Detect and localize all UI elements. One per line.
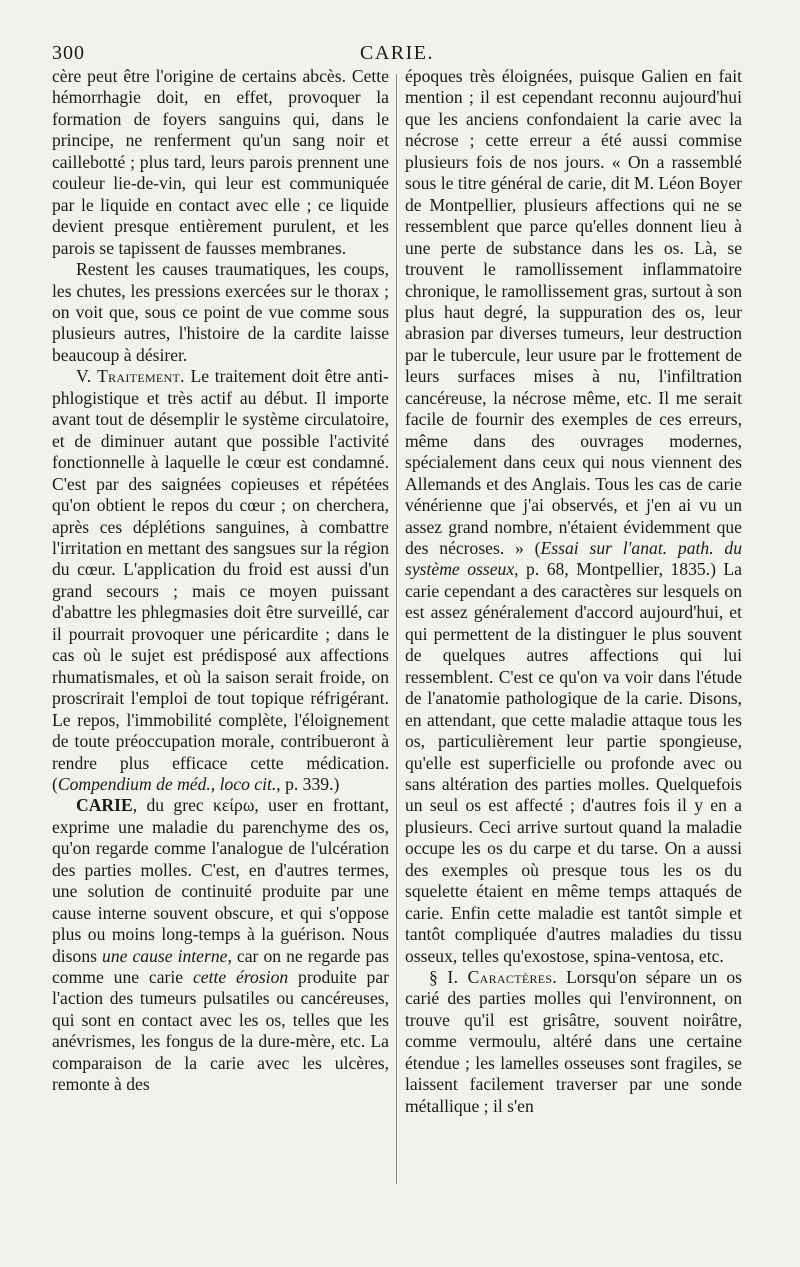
emphasis: cette érosion	[192, 967, 289, 988]
section-treatment: V. Traitement. Le traitement doit être anti-phlogistique et très actif au début. Il importe avant tout de désemplir le système circulatoire, et de diminuer autant que possible l'activité fonctionnelle à laquelle le cœur est condamné. C'est par des saignées copieuses et répétées qu'on obtient le repos du cœur ; on cherchera, après ces déplétions sanguines, à combattre l'irritation en mettant des sangsues sur la région du cœur. L'application du froid est aussi d'un grand secours ; mais ce moyen puissant d'abattre les phlegmasies doit être surveillé, car il pourrait provoquer une péricardite ; dans le cas où le sujet est prédisposé aux affections rhumatismales, et où la saison serait froide, on proscrirait l'emploi de tout topique réfrigérant. Le repos, l'immobilité complète, l'éloignement de toute préoccupation morale, contribueront à rendre plus efficace cette médication. (Compendium de méd., loco cit., p. 339.)	[52, 366, 389, 794]
page-number: 300	[52, 42, 85, 64]
paragraph: cère peut être l'origine de certains abcès. Cette hémorrhagie doit, en effet, provoquer la formation de foyers sanguins qui, dans le principe, ne renferment qu'un sang noir et caillebotté ; plus tard, leurs parois prennent une couleur lie-de-vin, qui leur est communiquée par le liquide en contact avec elle ; ce liquide devient presque entièrement purulent, et les parois se tapissent de fausses membranes.	[52, 66, 389, 258]
entry-term: CARIE	[76, 795, 133, 816]
running-head: CARIE.	[360, 42, 434, 64]
section-heading: § I. Caractères.	[429, 967, 558, 988]
section-heading: V. Traitement.	[76, 366, 185, 387]
section-characteristics: § I. Caractères. Lorsqu'on sépare un os carié des parties molles qui l'environnent, on trouve qu'il est grisâtre, souvent noirâtre, comme vermoulu, altéré dans une certaine étendue ; les lamelles osseuses sont fragiles, se laissent facilement traverser par une sonde métallique ; il s'en	[405, 967, 742, 1116]
citation-reference: Compendium de méd., loco cit.	[57, 773, 277, 794]
entry-carie: CARIE, du grec κείρω, user en frottant, exprime une maladie du parenchyme des os, qu'on regarde comme l'analogue de l'ulcération des parties molles. C'est, en d'autres termes, une solution de continuité produite par une cause interne souvent obscure, et qui s'oppose plus ou moins long-temps à la guérison. Nous disons une cause interne, car on ne regarde pas comme une carie cette érosion produite par l'action des tumeurs pulsatiles ou cancéreuses, qui sont en contact avec les os, telles que les anévrismes, les fongus de la dure-mère, etc. La comparaison de la carie avec les ulcères, remonte à des	[52, 795, 390, 1095]
citation-reference: Essai sur l'anat. path. du système osseux	[405, 537, 743, 580]
paragraph: Restent les causes traumatiques, les coups, les chutes, les pressions exercées sur le thorax ; on voit que, sous ce point de vue comme sous plusieurs autres, l'histoire de la cardite laisse beaucoup à désirer.	[52, 259, 389, 365]
column-rule	[396, 74, 397, 1184]
emphasis: une cause interne	[102, 945, 228, 966]
left-column	[52, 66, 389, 1096]
paragraph: époques très éloignées, puisque Galien en fait mention ; il est cependant reconnu aujourd'hui que les anciens confondaient la carie avec la nécrose ; cette erreur a été aussi commise plusieurs fois de nos jours. « On a rassemblé sous le titre général de carie, dit M. Léon Boyer de Montpellier, plusieurs affections qui ne se ressemblent que parce qu'elles donnent lieu à une perte de substance dans les os. Là, se trouvent le ramollissement inflammatoire chronique, le ramollissement gras, surtout à son plus haut degré, la suppuration des os, leur abrasion par diverses tumeurs, leur destruction par le tubercule, leur usure par le frottement de leurs surfaces mises à nu, l'infiltration cancéreuse, la nécrose même, etc. Il me serait facile de fournir des exemples de ces erreurs, même dans des ouvrages modernes, spécialement dans ceux qui nous viennent des Allemands et des Anglais. Tous les cas de carie vénérienne que j'ai observés, et j'en ai vu un assez grand nombre, n'étaient évidemment que des nécroses. » (Essai sur l'anat. path. du système osseux, p. 68, Montpellier, 1835.) La carie cependant a des caractères sur lesquels on est assez généralement d'accord aujourd'hui, et qui permettent de la distinguer le plus souvent de quelques autres affections qui lui ressemblent. C'est ce qu'on va voir dans l'étude de l'anatomie pathologique de la carie. Disons, en attendant, que cette maladie attaque tous les os, particulièrement leur partie spongieuse, qu'elle est superficielle ou profonde avec ou sans altération des parties molles. Quelquefois un seul os est affecté ; d'autres fois il y en a plusieurs. Ceci arrive surtout quand la maladie occupe les os du carpe et du tarse. On a aussi des exemples où presque tous les os du squelette étaient en même temps attaqués de carie. Enfin cette maladie est tantôt simple et tantôt compliquée d'autres maladies du tissu osseux, telles qu'exostose, spina-ventosa, etc.	[405, 66, 743, 966]
right-column	[405, 66, 742, 1117]
